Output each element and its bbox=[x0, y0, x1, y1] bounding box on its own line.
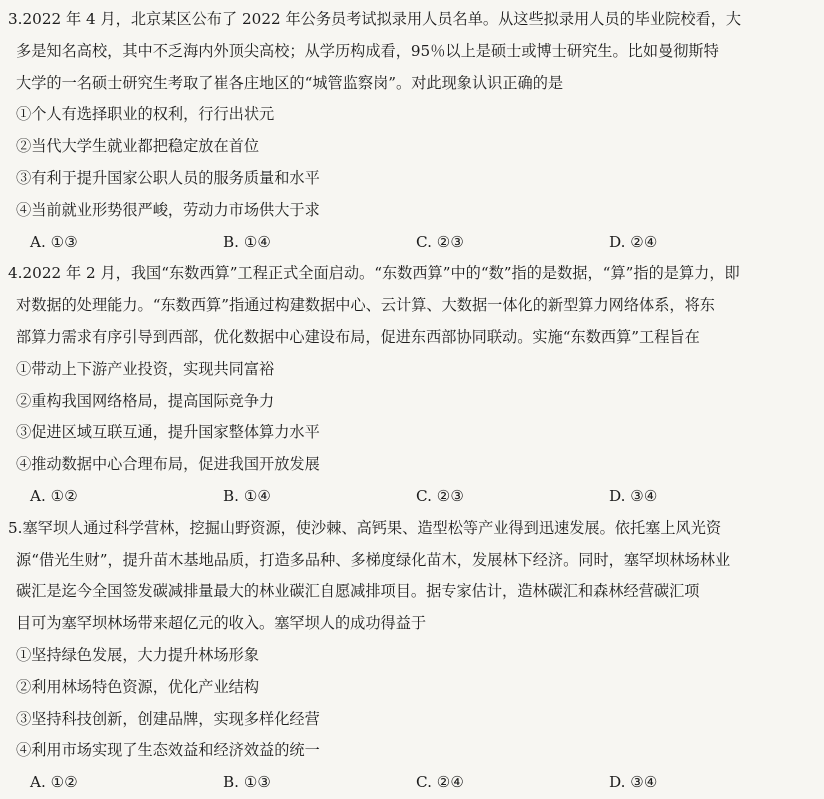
stem-line: 大学的一名硕士研究生考取了崔各庄地区的“城管监察岗”。对此现象认识正确的是 bbox=[16, 73, 564, 92]
stem-line: 部算力需求有序引导到西部，优化数据中心建设布局，促进东西部协同联动。实施“东数西算”工程旨在 bbox=[16, 327, 700, 346]
option-4: ④推动数据中心合理布局，促进我国开放发展 bbox=[16, 455, 320, 474]
question-5 bbox=[8, 513, 814, 799]
option-1: ①坚持绿色发展，大力提升林场形象 bbox=[16, 645, 259, 664]
question-5-stem bbox=[8, 513, 814, 640]
stem-line: 多是知名高校，其中不乏海内外顶尖高校；从学历构成看，95％以上是硕士或博士研究生。比如曼彻斯特 bbox=[16, 41, 719, 60]
choice-d: D. ③④ bbox=[609, 486, 658, 505]
option-4: ④当前就业形势很严峻，劳动力市场供大于求 bbox=[16, 200, 320, 219]
question-3-stem bbox=[8, 4, 814, 99]
question-4-stem bbox=[8, 258, 814, 353]
choice-d: D. ②④ bbox=[609, 232, 658, 251]
choice-a: A. ①② bbox=[30, 486, 78, 505]
choice-b: B. ①③ bbox=[223, 773, 272, 792]
choice-d: D. ③④ bbox=[609, 773, 658, 792]
choice-c: C. ②④ bbox=[416, 773, 464, 792]
option-2: ②利用林场特色资源，优化产业结构 bbox=[16, 677, 259, 696]
stem-line: 目可为塞罕坝林场带来超亿元的收入。塞罕坝人的成功得益于 bbox=[16, 614, 427, 633]
choice-a: A. ①② bbox=[30, 773, 78, 792]
stem-line: 碳汇是迄今全国签发碳减排量最大的林业碳汇自愿减排项目。据专家估计，造林碳汇和森林经营碳汇项 bbox=[16, 582, 700, 601]
stem-line: 5.塞罕坝人通过科学营林，挖掘山野资源，使沙棘、高钙果、造型松等产业得到迅速发展。依托塞上风光资 bbox=[8, 518, 722, 537]
choice-b: B. ①④ bbox=[223, 486, 272, 505]
answer-choices bbox=[8, 767, 814, 799]
option-3: ③坚持科技创新，创建品牌，实现多样化经营 bbox=[16, 709, 320, 728]
choice-c: C. ②③ bbox=[416, 486, 464, 505]
answer-choices bbox=[8, 481, 814, 513]
answer-choices bbox=[8, 227, 814, 259]
choice-c: C. ②③ bbox=[416, 232, 464, 251]
stem-line: 源“借光生财”，提升苗木基地品质，打造多品种、多梯度绿化苗木，发展林下经济。同时，塞罕坝林场林业 bbox=[16, 550, 731, 569]
stem-line: 对数据的处理能力。“东数西算”指通过构建数据中心、云计算、大数据一体化的新型算力网络体系，将东 bbox=[16, 296, 715, 315]
question-4 bbox=[8, 258, 814, 512]
question-3 bbox=[8, 4, 814, 258]
option-2: ②重构我国网络格局，提高国际竞争力 bbox=[16, 391, 275, 410]
option-1: ①个人有选择职业的权利，行行出状元 bbox=[16, 105, 275, 124]
option-4: ④利用市场实现了生态效益和经济效益的统一 bbox=[16, 741, 320, 760]
option-2: ②当代大学生就业都把稳定放在首位 bbox=[16, 137, 259, 156]
stem-line: 4.2022 年 2 月，我国“东数西算”工程正式全面启动。“东数西算”中的“数”指的是数据，“算”指的是算力，即 bbox=[8, 264, 740, 283]
option-3: ③有利于提升国家公职人员的服务质量和水平 bbox=[16, 168, 320, 187]
option-1: ①带动上下游产业投资，实现共同富裕 bbox=[16, 359, 275, 378]
choice-a: A. ①③ bbox=[30, 232, 78, 251]
choice-b: B. ①④ bbox=[223, 232, 272, 251]
option-3: ③促进区域互联互通，提升国家整体算力水平 bbox=[16, 423, 320, 442]
stem-line: 3.2022 年 4 月，北京某区公布了 2022 年公务员考试拟录用人员名单。从这些拟录用人员的毕业院校看，大 bbox=[8, 10, 742, 28]
